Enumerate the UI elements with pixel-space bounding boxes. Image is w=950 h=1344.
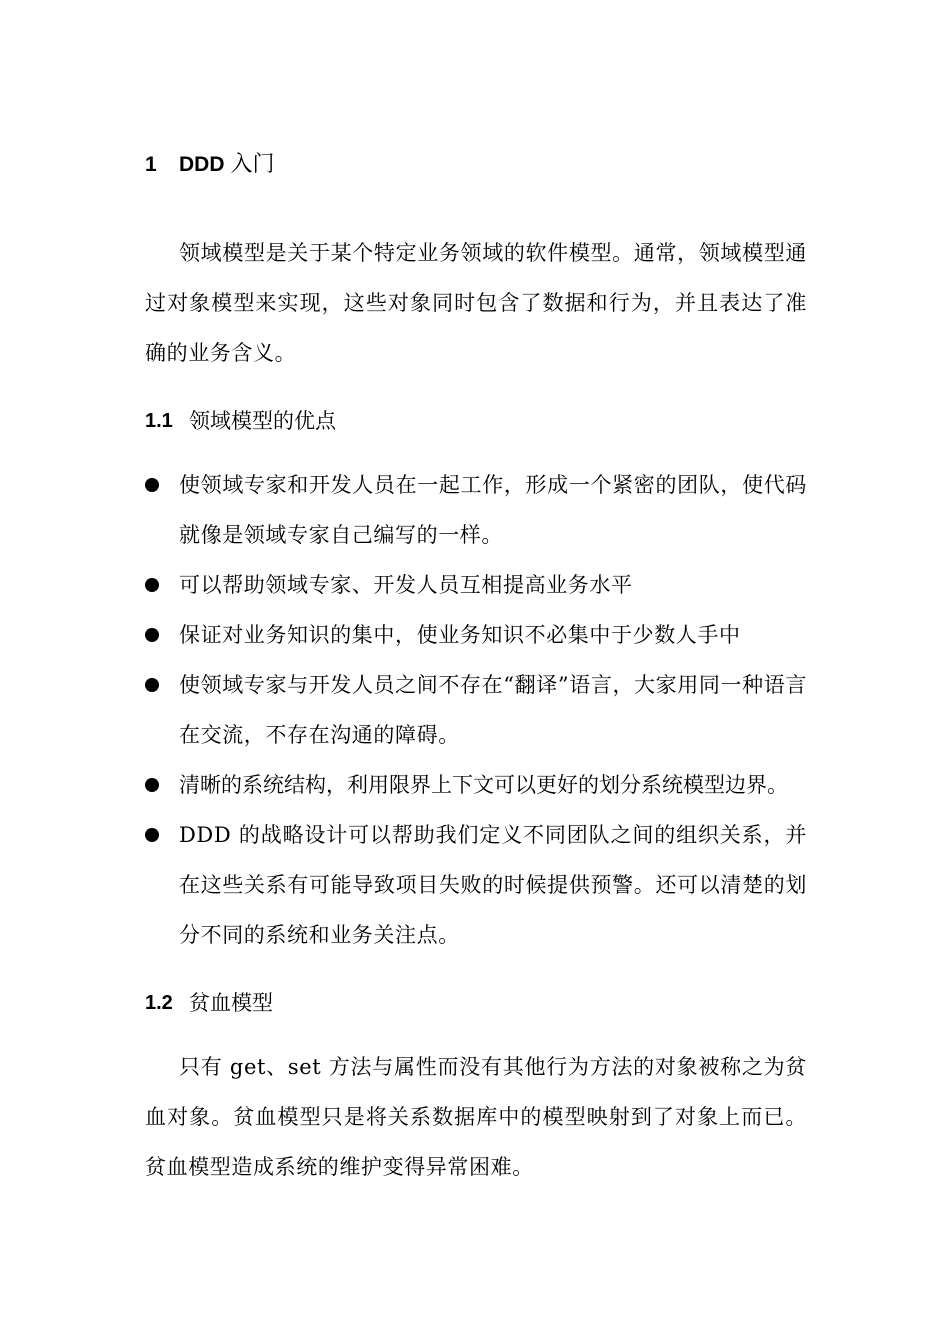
bullet-icon xyxy=(145,828,159,842)
list-item xyxy=(145,810,807,960)
section-heading-1-1 xyxy=(145,396,807,446)
list-item-text: 保证对业务知识的集中，使业务知识不必集中于少数人手中 xyxy=(179,623,741,647)
list-item xyxy=(145,460,807,560)
section-title: 入门 xyxy=(230,152,275,177)
list-item xyxy=(145,660,807,760)
list-item-text: 使领域专家与开发人员之间不存在“翻译”语言，大家用同一种语言在交流，不存在沟通的障碍。 xyxy=(179,673,807,747)
document-body xyxy=(145,140,807,1192)
section-number: 1 xyxy=(145,153,157,176)
list-item-text: 清晰的系统结构，利用限界上下文可以更好的划分系统模型边界。 xyxy=(179,773,788,797)
section-number: 1.2 xyxy=(145,992,173,1014)
section-number: 1.1 xyxy=(145,410,173,432)
advantages-list xyxy=(145,460,807,960)
anemic-model-paragraph: 只有 get、set 方法与属性而没有其他行为方法的对象被称之为贫血对象。贫血模型只是将关系数据库中的模型映射到了对象上而已。贫血模型造成系统的维护变得异常困难。 xyxy=(145,1055,807,1179)
section-heading-1 xyxy=(145,140,807,190)
bullet-icon xyxy=(145,578,159,592)
bullet-icon xyxy=(145,628,159,642)
list-item xyxy=(145,560,807,610)
section-title: 领域模型的优点 xyxy=(189,409,336,433)
list-item-text: 可以帮助领域专家、开发人员互相提高业务水平 xyxy=(179,573,633,597)
list-item xyxy=(145,760,807,810)
intro-paragraph: 领域模型是关于某个特定业务领域的软件模型。通常，领域模型通过对象模型来实现，这些对象同时包含了数据和行为，并且表达了准确的业务含义。 xyxy=(145,241,807,365)
list-item-text: DDD 的战略设计可以帮助我们定义不同团队之间的组织关系，并在这些关系有可能导致项目失败的时候提供预警。还可以清楚的划分不同的系统和业务关注点。 xyxy=(179,823,807,947)
section-title-latin: DDD xyxy=(179,153,225,176)
bullet-icon xyxy=(145,478,159,492)
list-item xyxy=(145,610,807,660)
bullet-icon xyxy=(145,678,159,692)
list-item-text: 使领域专家和开发人员在一起工作，形成一个紧密的团队，使代码就像是领域专家自己编写的一样。 xyxy=(179,473,807,547)
section-heading-1-2 xyxy=(145,978,807,1028)
section-title: 贫血模型 xyxy=(189,991,273,1015)
bullet-icon xyxy=(145,778,159,792)
